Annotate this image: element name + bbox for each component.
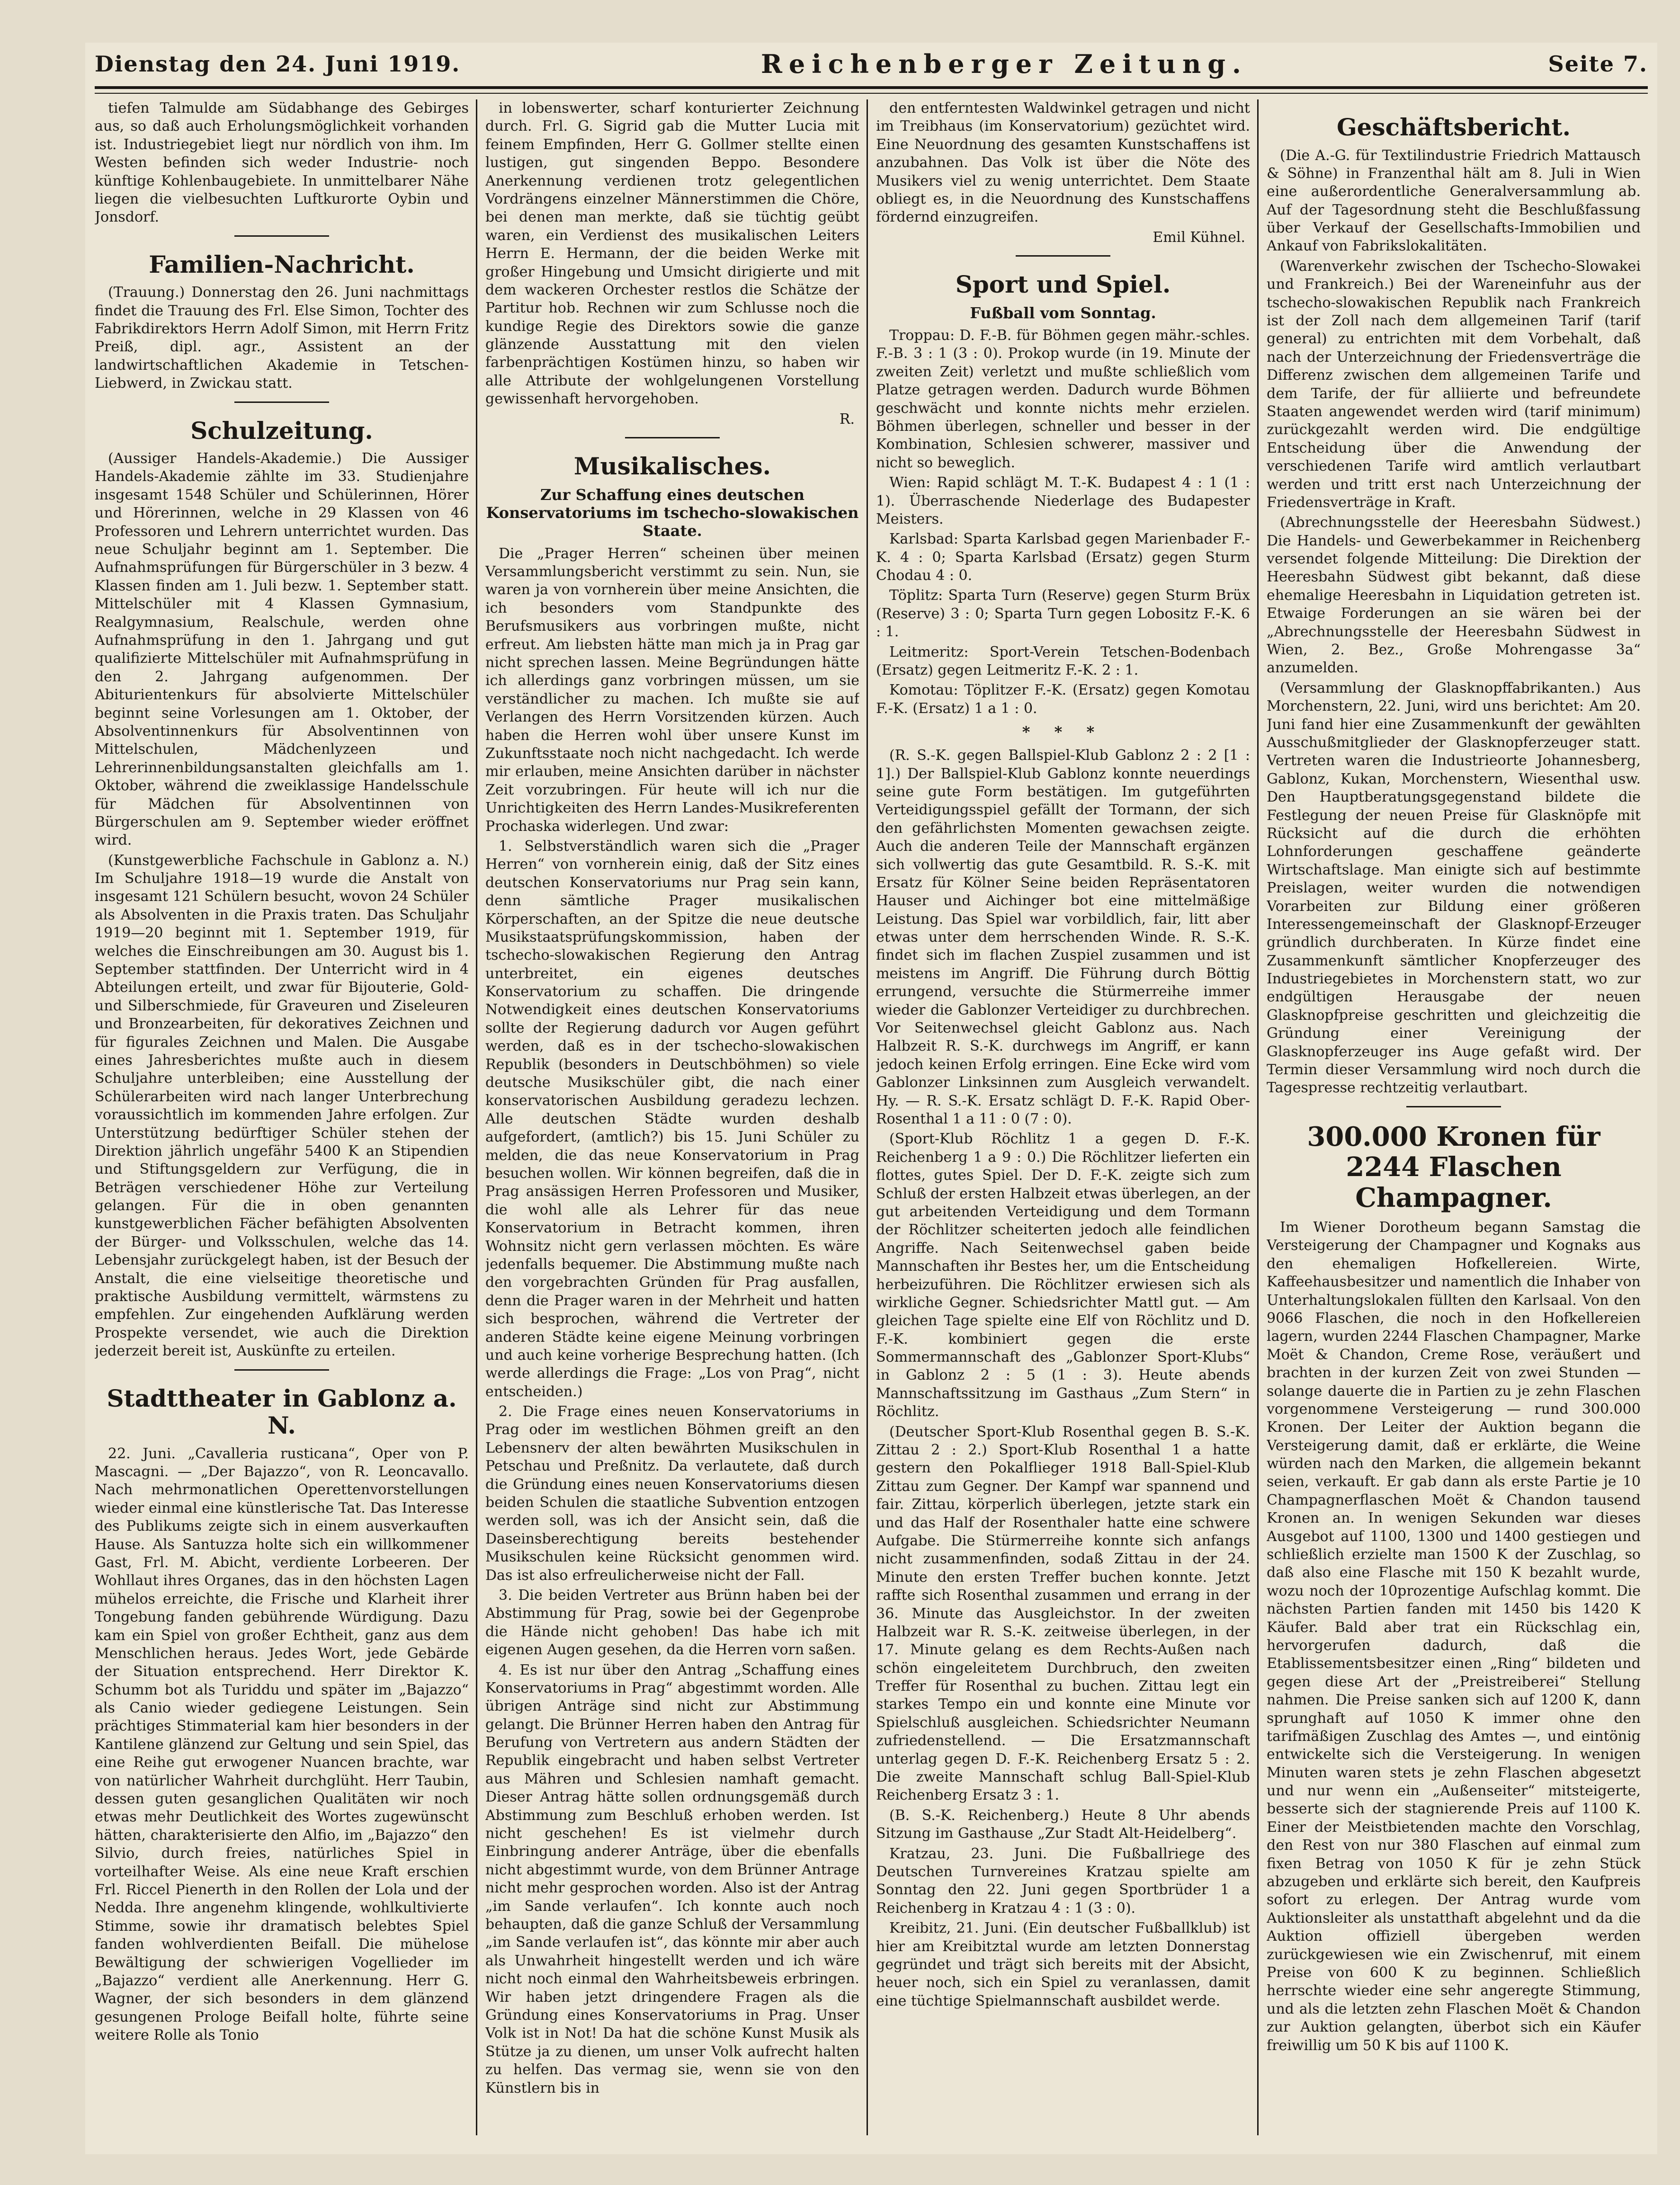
column-1 [95, 99, 469, 2135]
paragraph: den entferntesten Waldwinkel getragen und nicht im Treibhaus (im Konservatorium) gezüchtet wird. Eine Neuordnung des gesamten Kunstschaffens ist anzubahnen. Das Volk ist über die Nöte des Musikers viel zu wenig unterrichtet. Dem Staate obliegt es, in die Neuordnung des Kunstschaffens fördernd einzugreifen. [876, 100, 1250, 226]
separator [1406, 1106, 1501, 1107]
paragraph: (R. S.-K. gegen Ballspiel-Klub Gablonz 2 : 2 [1 : 1].) Der Ballspiel-Klub Gablonz konnte neuerdings seine gute Form bestätigen. Im gutgeführten Verteidigungsspiel gefällt der Tormann, der sich den gefährlichsten Momenten gewachsen zeigte. Auch die anderen Teile der Mannschaft ergänzen sich vollwertig das gute Gesamtbild. R. S.-K. mit Ersatz für Kölner Seine beiden Repräsentatoren Hauser und Aichinger bot eine mittelmäßige Leistung. Das Spiel war vorbildlich, fair, litt aber etwas unter dem herrschenden Winde. R. S.-K. findet sich im flachen Zuspiel zusammen und ist meistens im Angriff. Die Führung durch Böttig errungend, versuchte die Stürmerreihe immer wieder die Gablonzer Verteidiger zu durchbrechen. Vor Seitenwechsel gleicht Gablonz aus. Nach Halbzeit R. S.-K. durchwegs im Angriff, er kann jedoch keinen Erfolg erringen. Eine Ecke wird vom Gablonzer Linksinnen zum Ausgleich verwandelt. Hy. — R. S.-K. Ersatz schlägt D. F.-K. Rapid Ober-Rosenthal 1 a 11 : 0 (7 : 0). [876, 747, 1250, 1127]
paragraph: Die „Prager Herren“ scheinen über meinen Versammlungsbericht verstimmt zu sein. Nun, sie waren ja von vornherein über meine Ansichten, die ich besonders vom Standpunkte des Berufsmusikers aus vorbringen mußte, nicht erfreut. Am liebsten hätte man mich ja in Prag gar nicht sprechen lassen. Meine Begründungen hätte ich allerdings ganz vorbringen müssen, um sie verständlicher zu machen. Ich mußte sie auf Verlangen des Herrn Vorsitzenden kürzen. Auch haben die Herren wohl über unsere Kunst im Zukunftsstaate noch nicht nachgedacht. Ich werde mir erlauben, meine Ansichten darüber in nächster Zeit vorzubringen. Für heute will ich nur die Unrichtigkeiten des Herrn Landes-Musikreferenten Prochaska widerlegen. Und zwar: [485, 545, 859, 835]
heading-stadttheater: Stadttheater in Gablonz a. N. [107, 1384, 457, 1440]
heading-geschaeftsbericht: Geschäftsbericht. [1336, 113, 1571, 141]
paragraph: (B. S.-K. Reichenberg.) Heute 8 Uhr abends Sitzung im Gasthause „Zur Stadt Alt-Heidelberg“. [876, 1807, 1250, 1842]
heading-champagner: 300.000 Kronen für 2244 Flaschen Champagner. [1307, 1121, 1600, 1213]
paragraph: 2. Die Frage eines neuen Konservatoriums in Prag oder im westlichen Böhmen greift an den Lebensnerv der alten bewährten Musikschulen in Petschau und Preßnitz. Da verlautete, daß durch die Gründung eines neuen Konservatoriums diesen beiden Schulen die staatliche Subvention entzogen werden soll, was ich der Ansicht sein, daß die Daseinsberechtigung bereits bestehender Musikschulen keine Rücksicht genommen wird. Das ist also erfreulicherweise nicht der Fall. [485, 1403, 859, 1584]
paragraph: (Deutscher Sport-Klub Rosenthal gegen B. S.-K. Zittau 2 : 2.) Sport-Klub Rosenthal 1 a hatte gestern den Pokalflieger 1918 Ball-Spiel-Klub Zittau zum Gegner. Der Kampf war spannend und fair. Zittau, körperlich überlegen, jetzte stark ein und das Half der Rosenthaler hatte eine schwere Aufgabe. Die Stürmerreihe konnte sich anfangs nicht zusammenfinden, sodaß Zittau in der 24. Minute den ersten Treffer buchen konnte. Jetzt raffte sich Rosenthal zusammen und errang in der 36. Minute das Ausgleichstor. In der zweiten Halbzeit war R. S.-K. zeitweise überlegen, in der 17. Minute gelang es dem Rechts-Außen nach schön eingeleitetem Durchbruch, den zweiten Treffer für Rosenthal zu buchen. Zittau legt ein starkes Tempo ein und konnte eine Minute vor Spielschluß ausgleichen. Schiedsrichter Neumann zufriedenstellend. — Die Ersatzmannschaft unterlag gegen D. F.-K. Reichenberg Ersatz 5 : 2. Die zweite Mannschaft schlug Ball-Spiel-Klub Reichenberg Ersatz 3 : 1. [876, 1423, 1250, 1804]
column-3 [876, 99, 1250, 2135]
paragraph: (Abrechnungsstelle der Heeresbahn Südwest.) Die Handels- und Gewerbekammer in Reichenberg versendet folgende Mitteilung: Die Direktion der Heeresbahn Südwest gibt bekannt, daß diese ehemalige Heeresbahn in Liquidation getreten ist. Etwaige Forderungen an sie wären bei der „Abrechnungsstelle der Heeresbahn Südwest in Wien, 2. Bez., Große Mohrengasse 3a“ anzumelden. [1267, 514, 1641, 677]
newspaper-title: Reichenberger Zeitung. [761, 49, 1248, 79]
heading-familien: Familien-Nachricht. [149, 250, 415, 278]
paragraph: (Versammlung der Glasknopffabrikanten.) Aus Morchenstern, 22. Juni, wird uns berichtet: Am 20. Juni fand hier eine Zusammenkunft der gewählten Ausschußmitglieder der Glasknopferzeuger statt. Vertreten waren die Industrieorte Johannesberg, Gablonz, Kukan, Morchenstern, Wiesenthal usw. Den Hauptberatungsgegenstand bildete die Festlegung der neuen Preise für Glasknöpfe mit Rücksicht auf die durch die erhöhten Lohnforderungen geschaffene geänderte Wirtschaftslage. Man einigte sich auf bestimmte Preislagen, weiter wurden die notwendigen Vorarbeiten zur Bildung einer größeren Interessengemeinschaft der Glasknopf-Erzeuger gründlich durchberaten. In Kürze findet eine Zusammenkunft sämtlicher Knopferzeuger des Industriegebietes in Morchenstern statt, wo zur endgültigen Herausgabe der neuen Glasknopfpreise geschritten und gleichzeitig die Gründung einer Vereinigung der Glasknopferzeuger ins Auge gefaßt wird. Der Termin dieser Versammlung wird noch durch die Tagespresse rechtzeitig verlautbart. [1267, 679, 1641, 1097]
paragraph: (Warenverkehr zwischen der Tschecho-Slowakei und Frankreich.) Bei der Wareneinfuhr aus der tschecho-slowakischen Republik nach Frankreich ist der Zoll nach dem allgemeinen Tarif (tarif general) zu entrichten mit dem Vorbehalt, daß nach der Unterzeichnung der Friedensverträge die Differenz zwischen dem allgemeinen Tarife und dem Tarife, der für alliierte und befreundete Staaten angewendet werden wird (tarif minimum) zurückgezahlt werden wird. Die endgültige Entscheidung über die Anwendung der verschiedenen Tarife wird amtlich verlautbart werden und tritt erst nach Unterzeichnung der Friedensverträge in Kraft. [1267, 258, 1641, 511]
heading-musikalisches: Musikalisches. [573, 452, 771, 481]
heading-schulzeitung: Schulzeitung. [190, 416, 373, 445]
heading-sport: Sport und Spiel. [955, 270, 1171, 299]
signature: Emil Kühnel. [1153, 229, 1245, 246]
paragraph: 22. Juni. „Cavalleria rusticana“, Oper von P. Mascagni. — „Der Bajazzo“, von R. Leoncavallo. Nach mehrmonatlichen Operettenvorstellungen wieder einmal eine künstlerische Tat. Das Interesse des Publikums zeigte sich in einem ausverkauften Hause. Als Santuzza holte sich ein willkommener Gast, Frl. M. Abicht, verdiente Lorbeeren. Der Wohllaut ihres Organes, das in den höchsten Lagen mühelos erreichte, die Frische und Klarheit ihrer Tongebung fanden gebührende Würdigung. Dazu kam ein Spiel von großer Echtheit, ganz aus dem Menschlichen heraus. Jedes Wort, jede Gebärde der Situation entsprechend. Herr Direktor K. Schumm bot als Turiddu und später im „Bajazzo“ als Canio wieder gediegene Leistungen. Sein prächtiges Stimmaterial kam hier besonders in der Kantilene glänzend zur Geltung und sein Spiel, das eine Reihe gut erwogener Nuancen brachte, war von natürlicher Wahrheit durchglüht. Herr Taubin, dessen guten gesanglichen Qualitäten wir noch etwas mehr Deutlichkeit des Wortes zugewünscht hätten, charakterisierte den Alfio, im „Bajazzo“ den Silvio, durch freies, natürliches Spiel in vorteilhafter Weise. Als eine neue Kraft erschien Frl. Riccel Pienerth in den Rollen der Lola und der Nedda. Ihre angenehm klingende, wohlkultivierte Stimme, sowie ihr dramatisch belebtes Spiel fanden wohlverdienten Beifall. Die mühelose Bewältigung der schwierigen Vogellieder im „Bajazzo“ verdient alle Anerkennung. Herr G. Wagner, der sich besonders in dem glänzend gesungenen Prologe Beifall holte, führte seine weitere Rolle als Tonio [95, 1445, 469, 2044]
paragraph: (Die A.-G. für Textilindustrie Friedrich Mattausch & Söhne) in Franzenthal hält am 8. Juli in Wien eine außerordentliche Generalversammlung ab. Auf der Tagesordnung steht die Beschlußfassung über Verkauf der Gesellschafts-Immobilien und Ankauf von Fabrikslokalitäten. [1267, 147, 1641, 255]
paragraph: (Trauung.) Donnerstag den 26. Juni nachmittags findet die Trauung des Frl. Else Simon, Tochter des Fabrikdirektors Herrn Adolf Simon, mit Herrn Fritz Preiß, dipl. agr., Assistent an der landwirtschaftlichen Akademie in Tetschen-Liebwerd, in Zwickau statt. [95, 284, 469, 392]
paragraph: (Sport-Klub Röchlitz 1 a gegen D. F.-K. Reichenberg 1 a 9 : 0.) Die Röchlitzer lieferten ein flottes, gutes Spiel. Der D. F.-K. zeigte sich zum Schluß der ersten Halbzeit etwas überlegen, an der gut arbeitenden Verteidigung und dem Tormann der Röchlitzer scheiterten jedoch alle feindlichen Angriffe. Nach Seitenwechsel gaben beide Mannschaften ihr Bestes her, um die Entscheidung herbeizuführen. Die Röchlitzer erwiesen sich als wirkliche Gegner. Schiedsrichter Mattl gut. — Am gleichen Tage spielte eine Elf von Röchlitz und D. F.-K. kombiniert gegen die erste Sommermannschaft des „Gablonzer Sport-Klubs“ in Gablonz 2 : 5 (1 : 3). Heute abends Mannschaftssitzung im Gasthaus „Zum Stern“ in Röchlitz. [876, 1131, 1250, 1420]
paragraph: Komotau: Töplitzer F.-K. (Ersatz) gegen Komotau F.-K. (Ersatz) 1 a 1 : 0. [876, 682, 1250, 717]
separator [625, 437, 720, 438]
paragraph: Töplitz: Sparta Turn (Reserve) gegen Sturm Brüx (Reserve) 3 : 0; Sparta Turn gegen Lobositz F.-K. 6 : 1. [876, 587, 1250, 641]
paragraph: (Aussiger Handels-Akademie.) Die Aussiger Handels-Akademie zählte im 33. Studienjahre insgesamt 1548 Schüler und Schülerinnen, Hörer und Hörerinnen, welche in 29 Klassen von 46 Professoren und Lehrern unterrichtet wurden. Das neue Schuljahr beginnt am 1. September. Die Aufnahmsprüfungen für Bürgerschüler in 3 bezw. 4 Klassen finden am 1. Juli bezw. 1. September statt. Mittelschüler mit 4 Klassen Gymnasium, Realgymnasium, Realschule, werden ohne Aufnahmsprüfung in den 1. Jahrgang und gut qualifizierte Mittelschüler mit Aufnahmsprüfung in den 2. Jahrgang aufgenommen. Der Abiturientenkurs für absolvierte Mittelschüler beginnt seine Vorlesungen am 1. Oktober, der Absolventinnenkurs für Absolventinnen von Mittelschulen, Mädchenlyzeen und Lehrerinnenbildungsanstalten gleichfalls am 1. Oktober, während die zweiklassige Handelsschule für Mädchen für Absolventinnen von Bürgerschulen am 9. September wieder eröffnet wird. [95, 450, 469, 849]
paragraph: Im Wiener Dorotheum begann Samstag die Versteigerung der Champagner und Kognaks aus den ehemaligen Hofkellereien. Wirte, Kaffeehausbesitzer und namentlich die Inhaber von Unterhaltungslokalen füllten den Karlsaal. Von den 9066 Flaschen, die noch in den Hofkellereien lagern, wurden 2244 Flaschen Champagner, Marke Moët & Chandon, Creme Rose, veräußert und brachten in der kurzen Zeit von zwei Stunden — solange dauerte die in Partien zu je zehn Flaschen vorgenommene Versteigerung — rund 300.000 Kronen. Der Leiter der Auktion begann die Versteigerung damit, daß er erklärte, die Weine würden nach den Marken, die allgemein bekannt seien, verkauft. Er gab dann als erste Partie je 10 Champagnerflaschen Moët & Chandon tausend Kronen an. In wenigen Sekunden war dieses Ausgebot auf 1100, 1300 und 1400 gestiegen und schließlich erzielte man 1500 K der Zuschlag, so daß also eine Flasche mit 150 K bezahlt wurde, wozu noch der 10prozentige Aufschlag kommt. Die nächsten Partien fanden mit 1450 bis 1420 K Käufer. Bald aber trat ein Rückschlag ein, hervorgerufen dadurch, daß die Etablissementsbesitzer einen „Ring“ bildeten und gegen diese Art der „Preistreiberei“ Stellung nahmen. Die Preise sanken sich auf 1200 K, dann sprunghaft auf 1050 K immer ohne den tarifmäßigen Zuschlag des Amtes —, und eintönig entwickelte sich die Versteigerung. In wenigen Minuten waren stets je zehn Flaschen abgesetzt und nur wenn ein „Außenseiter“ mitsteigerte, besserte sich der stagnierende Preis auf 1100 K. Einer der Meistbietenden machte den Vorschlag, den Rest von nur 380 Flaschen auf einmal zum fixen Betrag von 1050 K für je zehn Stück abzugeben und erklärte sich bereit, den Kaufpreis sofort zu erlegen. Der Antrag wurde vom Auktionsleiter als unstatthaft abgelehnt und da die Auktion offiziell übergeben werden zurückgewiesen wie ein Zwischenruf, mit einem Preise von 600 K zu beginnen. Schließlich herrschte wieder eine sehr angeregte Stimmung, und als die letzten zehn Flaschen Moët & Chandon zur Auktion gelangten, überbot sich ein Käufer freiwillig um 50 K bis auf 1100 K. [1267, 1219, 1641, 2054]
paragraph: 1. Selbstverständlich waren sich die „Prager Herren“ von vornherein einig, daß der Sitz eines deutschen Konservatoriums nur Prag sein kann, denn sämtliche Prager musikalischen Körperschaften, an der Spitze die neue deutsche Musikstaatsprüfungskommission, haben der tschecho-slowakischen Regierung den Antrag unterbreitet, ein eigenes deutsches Konservatorium zu schaffen. Die dringende Notwendigkeit eines deutschen Konservatoriums sollte der Regierung dadurch vor Augen geführt werden, daß es in der tschecho-slowakischen Republik (besonders in Deutschböhmen) so viele deutsche Musikschüler gibt, die nach einer konservatorischen Ausbildung geradezu lechzen. Alle deutschen Städte wurden deshalb aufgefordert, (amtlich?) bis 15. Juni Schüler zu melden, die das neue Konservatorium in Prag besuchen wollen. Wir können begreifen, daß die in Prag ansässigen Herren Professoren und Musiker, die wohl alle als Lehrer für das neue Konservatorium in Betracht kommen, ihren Wohnsitz nicht gern verlassen möchten. Es wäre jedenfalls bequemer. Die Abstimmung mußte nach den vorgebrachten Gründen für Prag ausfallen, denn die Prager waren in der Mehrheit und hatten sich besprochen, während die Vertreter der anderen Städte keine eigene Meinung vorbringen und auch keine vorherige Besprechung hatten. (Ich werde allerdings die Frage: „Los von Prag“, nicht entscheiden.) [485, 838, 859, 1400]
column-4 [1267, 99, 1641, 2135]
paragraph: Kratzau, 23. Juni. Die Fußballriege des Deutschen Turnvereines Kratzau spielte am Sonntag den 22. Juni gegen Sportbrüder 1 a Reichenberg in Kratzau 4 : 1 (3 : 0). [876, 1845, 1250, 1917]
article-continuation: tiefen Talmulde am Südabhange des Gebirges aus, so daß auch Erholungsmöglichkeit vorhanden ist. Industriegebiet liegt nur nördlich von ihm. Im Westen befinden sich weder Industrie- noch künftige Kohlenbaugebiete. In unmittelbarer Nähe liegen die vielbesuchten Luftkurorte Oybin und Jonsdorf. [95, 100, 469, 226]
header-date: Dienstag den 24. Juni 1919. [95, 51, 461, 77]
paragraph: 3. Die beiden Vertreter aus Brünn haben bei der Abstimmung für Prag, sowie bei der Gegenprobe die Hände nicht gehoben! Das habe ich mit eigenen Augen gesehen, da die Herren vorn saßen. [485, 1587, 859, 1659]
paragraph: (Kunstgewerbliche Fachschule in Gablonz a. N.) Im Schuljahre 1918—19 wurde die Anstalt von insgesamt 121 Schülern besucht, wovon 24 Schüler als Absolventen in die Praxis traten. Das Schuljahr 1919—20 beginnt mit 1. September 1919, für welches die Einschreibungen am 30. August bis 1. September stattfinden. Der Unterricht wird in 4 Abteilungen erteilt, und zwar für Bijouterie, Gold- und Silberschmiede, für Graveuren und Ziseleuren und Bronzearbeiten, für dekoratives Zeichnen und für figurales Zeichnen und Malen. Die Ausgabe eines Jahresberichtes mußte auch in diesem Schuljahre unterbleiben; eine Ausstellung der Schülerarbeiten wird nach langer Unterbrechung voraussichtlich im kommenden Jahre erfolgen. Zur Unterstützung bedürftiger Schüler stehen der Direktion jährlich ungefähr 5400 K an Stipendien und Stiftungsgeldern zur Verfügung, die in Beträgen verschiedener Höhe zur Verteilung gelangen. Für die in oben genannten kunstgewerblichen Fächer befähigten Absolventen der Bürger- und Volksschulen, welche das 14. Lebensjahr zurückgelegt haben, ist der Besuch der Anstalt, die eine vielseitige theoretische und praktische Ausbildung vermittelt, wärmstens zu empfehlen. Zur eingehenden Aufklärung werden Prospekte versendet, wie auch die Direktion jederzeit bereit ist, Auskünfte zu erteilen. [95, 852, 469, 1360]
column-divider [476, 99, 477, 2135]
subheading: Zur Schaffung eines deutschen Konservatoriums im tschecho-slowakischen Staate. [486, 485, 859, 540]
paragraph: Troppau: D. F.-B. für Böhmen gegen mähr.-schles. F.-B. 3 : 1 (3 : 0). Prokop wurde (in 19. Minute der zweiten Zeit) verletzt und mußte schließlich vom Platze getragen werden. Dadurch wurde Böhmen geschwächt und konnte nichts mehr erzielen. Böhmen überlegen, schneller und besser in der Kombination, Schlesien schwerer, massiver und nicht so beweglich. [876, 327, 1250, 471]
paragraph: Leitmeritz: Sport-Verein Tetschen-Bodenbach (Ersatz) gegen Leitmeritz F.-K. 2 : 1. [876, 643, 1250, 679]
paragraph: Kreibitz, 21. Juni. (Ein deutscher Fußballklub) ist hier am Kreibitztal wurde am letzten Donnerstag gegründet und trägt sich bereits mit der Absicht, heuer noch, sich ein Spiel zu veranlassen, damit eine tüchtige Spielmannschaft ausbildet werde. [876, 1920, 1250, 2009]
separator [234, 235, 329, 237]
column-2 [485, 99, 859, 2135]
page-number: Seite 7. [1548, 51, 1648, 77]
paragraph: Karlsbad: Sparta Karlsbad gegen Marienbader F.-K. 4 : 0; Sparta Karlsbad (Ersatz) gegen Sturm Chodau 4 : 0. [876, 531, 1250, 584]
newspaper-page [85, 43, 1657, 2154]
section-stars: * * * [1022, 723, 1104, 741]
header-rule [95, 86, 1648, 94]
column-divider [1257, 99, 1259, 2135]
paragraph: Wien: Rapid schlägt M. T.-K. Budapest 4 : 1 (1 : 1). Überraschende Niederlage des Budapester Meisters. [876, 474, 1250, 527]
paragraph: in lobenswerter, scharf konturierter Zeichnung durch. Frl. G. Sigrid gab die Mutter Lucia mit feinem Empfinden, Herr G. Gollmer stellte einen lustigen, gut singenden Beppo. Besondere Anerkennung verdienen trotz gelegentlichen Vordrängens einzelner Männerstimmen die Chöre, bei denen man merkte, daß sie tüchtig geübt waren, ein Verdienst des musikalischen Leiters Herrn E. Hermann, der die beiden Werke mit großer Hingebung und Umsicht dirigierte und mit dem wackeren Orchester restlos die Schätze der Partitur hob. Rechnen wir zum Schlusse noch die kundige Regie des Direktors sowie die ganze glänzende Ausstattung mit den vielen farbenprächtigen Kostümen hinzu, so haben wir alle Attribute der wohlgelungenen Vorstellung gewissenhaft hervorgehoben. [485, 100, 859, 408]
column-divider [867, 99, 868, 2135]
paragraph: 4. Es ist nur über den Antrag „Schaffung eines Konservatoriums in Prag“ abgestimmt worden. Alle übrigen Anträge sind nicht zur Abstimmung gelangt. Die Brünner Herren haben den Antrag für Berufung von Vertretern aus andern Städten der Republik eingebracht und haben selbst Vertreter aus Mähren und Schlesien namhaft gemacht. Dieser Antrag hätte sollen ordnungsgemäß durch Abstimmung zum Beschluß erhoben werden. Ist nicht geschehen! Es ist vielmehr durch Einbringung anderer Anträge, über die ebenfalls nicht abgestimmt wurde, von dem Brünner Antrage nicht mehr gesprochen worden. Also ist der Antrag „im Sande verlaufen“. Ich konnte auch noch behaupten, daß die ganze Schluß der Versammlung „im Sande verlaufen ist“, das könnte mir aber auch als Unwahrheit hingestellt werden und ich wäre nicht noch einmal den Wahrheitsbeweis erbringen. Wir haben jetzt dringendere Fragen als die Gründung eines Konservatoriums in Prag. Unser Volk ist in Not! Da hat die schöne Kunst Musik als Stütze ja zu dienen, um unser Volk aufrecht halten zu helfen. Das vermag sie, wenn sie von den Künstlern bis in [485, 1661, 859, 2096]
separator [234, 1369, 329, 1371]
subheading: Fußball vom Sonntag. [970, 303, 1156, 322]
page-header [95, 47, 1648, 80]
separator [234, 401, 329, 403]
separator [1016, 255, 1110, 257]
signature: R. [839, 410, 855, 428]
